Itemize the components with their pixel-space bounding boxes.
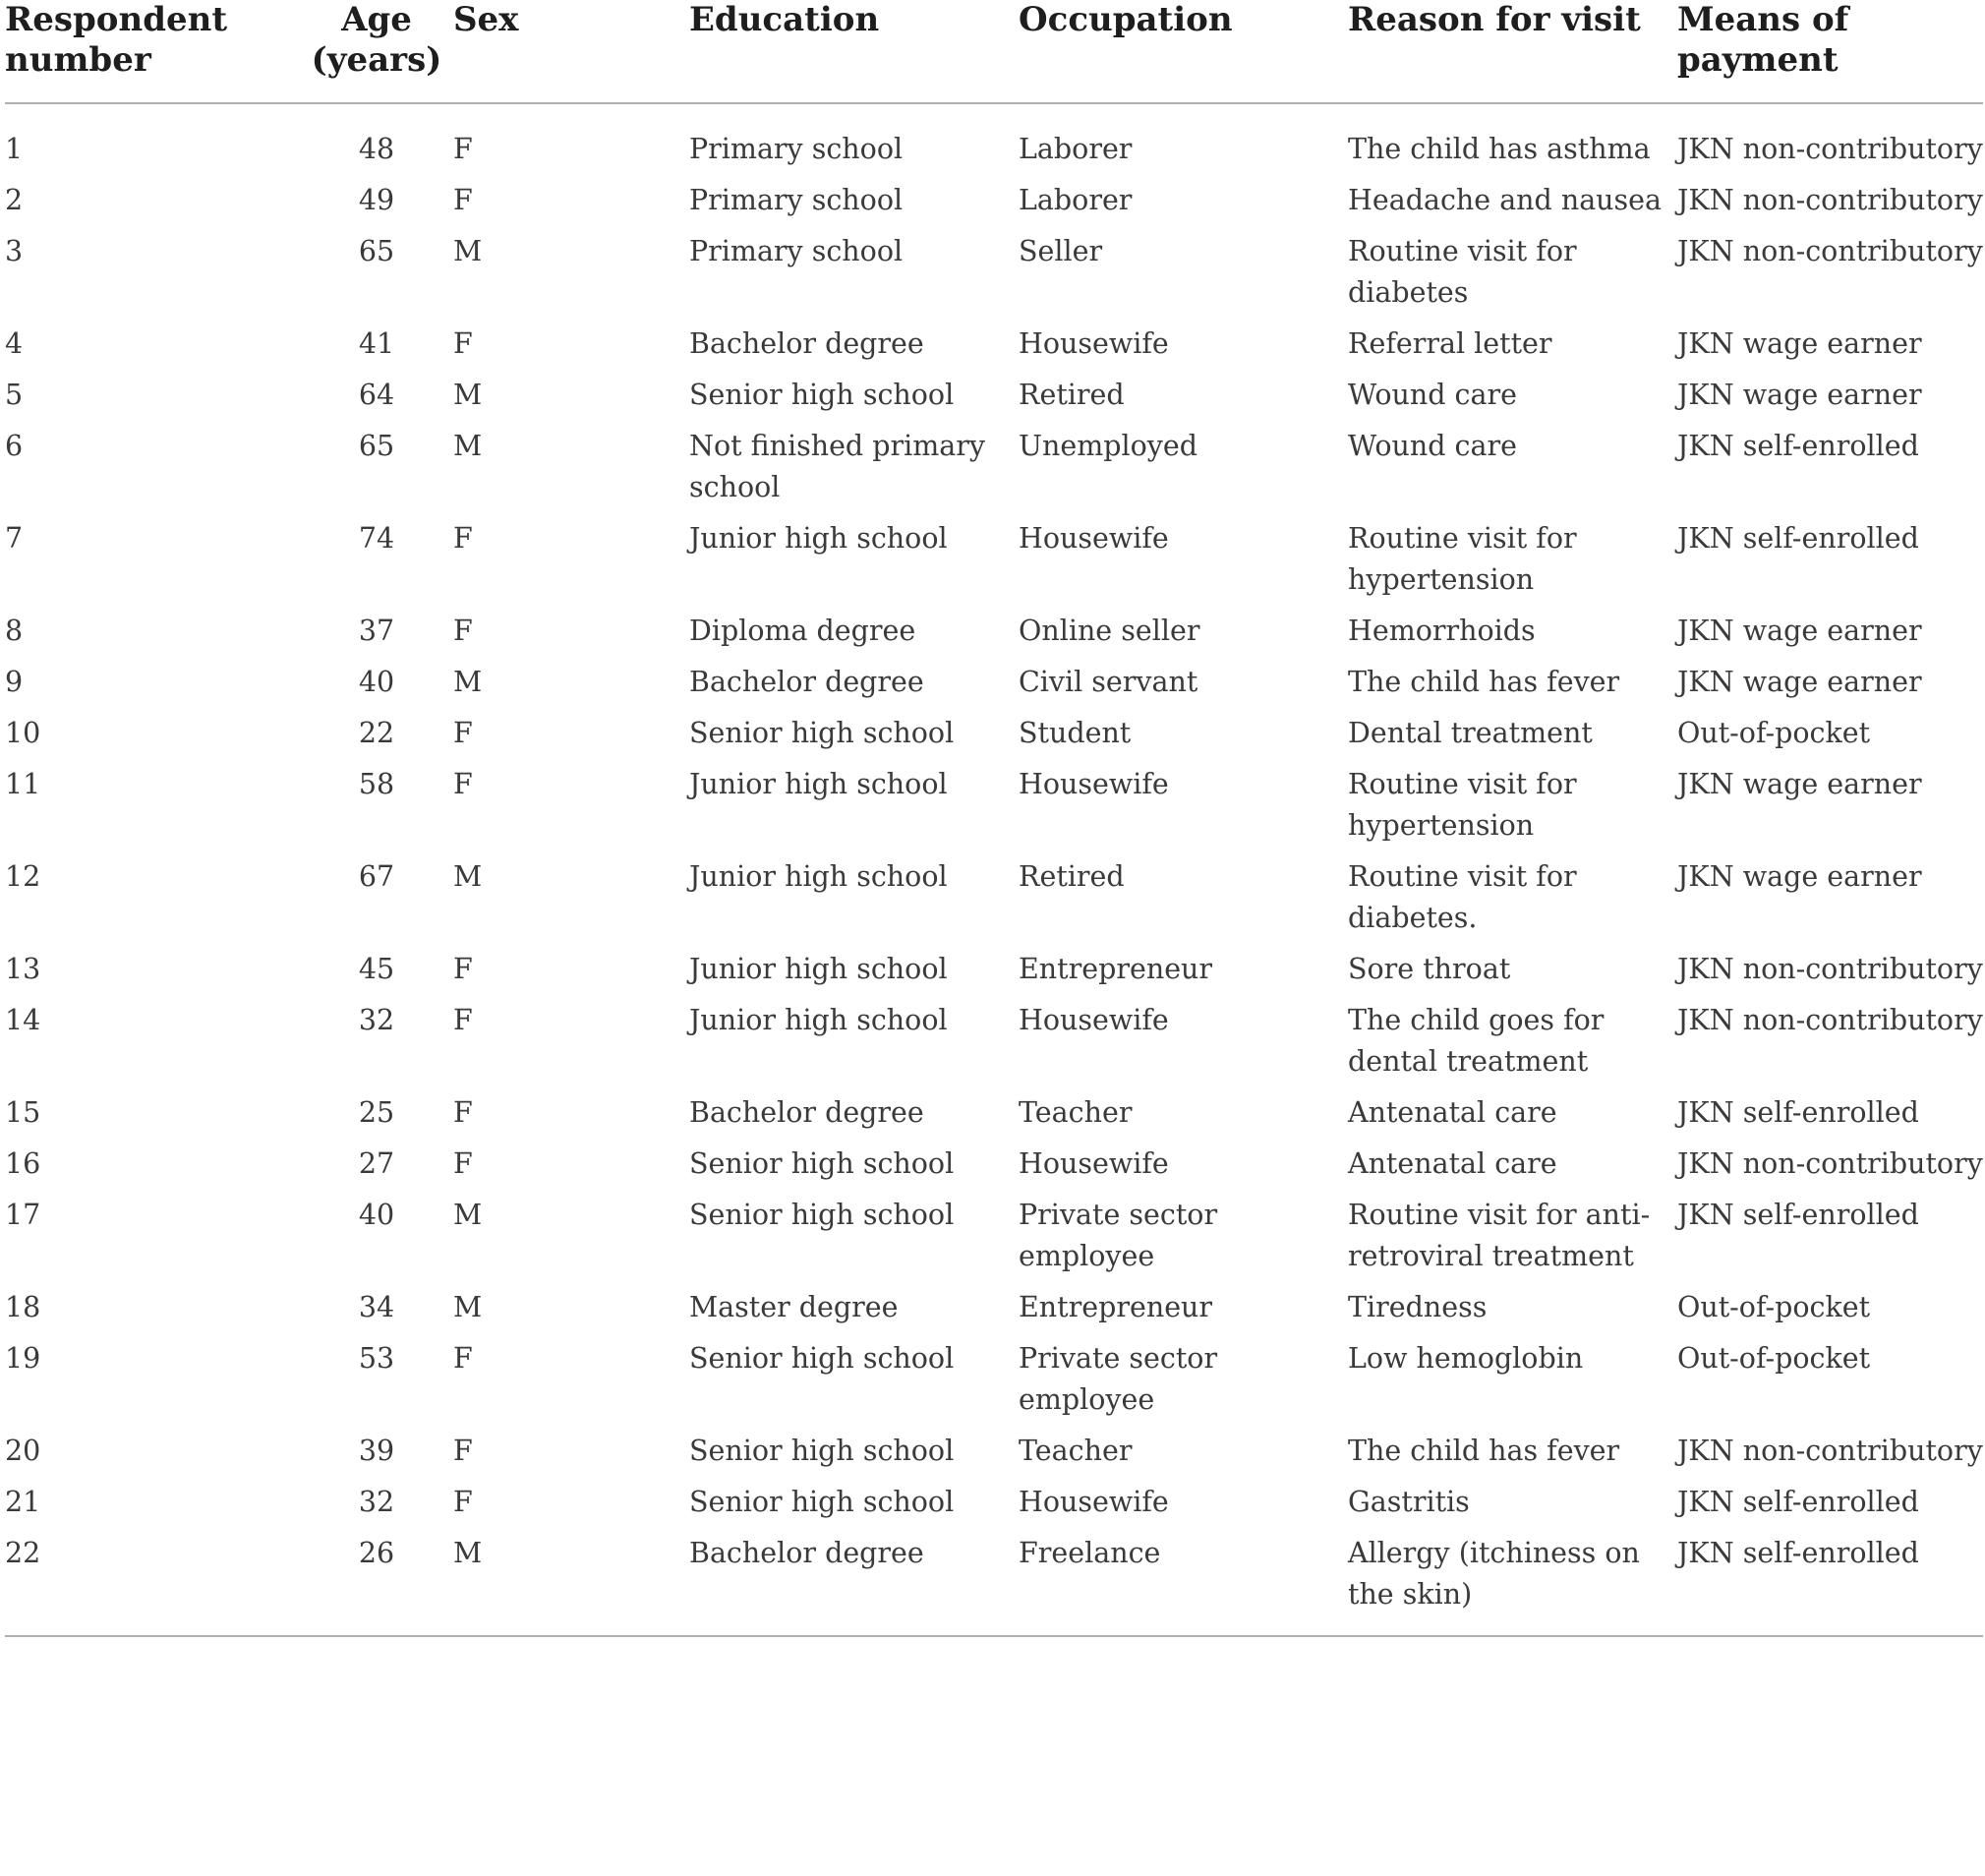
column-header-occupation: Occupation [1019, 0, 1348, 103]
table-row [5, 426, 1983, 518]
cell-means-of-payment: Out-of-pocket [1677, 717, 1871, 749]
cell-occupation: Entrepreneur [1019, 1291, 1213, 1323]
cell-age: 39 [358, 1435, 395, 1467]
cell-sex: F [453, 615, 473, 647]
cell-means-of-payment: Out-of-pocket [1677, 1291, 1871, 1323]
cell-respondent-number: 10 [5, 717, 41, 749]
cell-respondent-number: 13 [5, 953, 41, 985]
cell-reason-for-visit: Sore throat [1348, 953, 1511, 985]
cell-reason-for-visit: Referral letter [1348, 327, 1552, 360]
table-row [5, 375, 1983, 426]
cell-respondent-number: 17 [5, 1199, 41, 1231]
table-row [5, 231, 1983, 323]
cell-reason-for-visit: Routine visit for diabetes [1348, 235, 1577, 309]
cell-reason-for-visit: Hemorrhoids [1348, 615, 1536, 647]
cell-age: 34 [358, 1291, 395, 1323]
respondent-table-container [5, 0, 1983, 1637]
cell-occupation: Retired [1019, 379, 1125, 411]
cell-education: Senior high school [689, 1342, 955, 1375]
cell-sex: F [453, 184, 473, 216]
table-row [5, 1338, 1983, 1431]
cell-respondent-number: 7 [5, 522, 24, 555]
cell-age: 26 [300, 1533, 453, 1636]
cell-reason-for-visit: Headache and nausea [1348, 184, 1663, 216]
cell-reason-for-visit: Allergy (itchiness on the skin) [1348, 1533, 1677, 1636]
cell-occupation: Entrepreneur [1019, 953, 1213, 985]
cell-occupation: Housewife [1019, 1004, 1169, 1036]
cell-occupation: Housewife [1019, 768, 1169, 800]
table-row [5, 518, 1983, 611]
column-header-sex: Sex [453, 0, 689, 103]
cell-education: Junior high school [689, 768, 948, 800]
cell-sex: F [453, 953, 473, 985]
cell-reason-for-visit: The child goes for dental treatment [1348, 1004, 1605, 1078]
cell-education: Bachelor degree [689, 327, 924, 360]
cell-means-of-payment: JKN non-contributory [1677, 184, 1983, 216]
cell-sex: M [453, 430, 483, 462]
cell-respondent-number: 14 [5, 1004, 41, 1036]
table-row [5, 856, 1983, 949]
cell-sex: F [453, 327, 473, 360]
cell-age: 22 [358, 717, 395, 749]
cell-reason-for-visit: The child has fever [1348, 666, 1620, 698]
cell-sex: F [453, 522, 473, 555]
cell-sex: F [453, 717, 473, 749]
cell-education: Junior high school [689, 522, 948, 555]
table-row [5, 1287, 1983, 1338]
cell-means-of-payment: JKN non-contributory [1677, 1147, 1983, 1180]
table-header [5, 0, 1983, 103]
cell-education: Primary school [689, 184, 904, 216]
cell-age: 40 [358, 1199, 395, 1231]
cell-reason-for-visit: Routine visit for hypertension [1348, 522, 1577, 596]
table-row [5, 713, 1983, 764]
cell-sex: F [453, 768, 473, 800]
table-row [5, 1195, 1983, 1287]
cell-means-of-payment: JKN wage earner [1677, 615, 1922, 647]
cell-means-of-payment: JKN wage earner [1677, 768, 1922, 800]
cell-respondent-number: 1 [5, 133, 24, 165]
cell-age: 65 [358, 235, 395, 267]
cell-education: Junior high school [689, 1004, 948, 1036]
cell-respondent-number: 18 [5, 1291, 41, 1323]
cell-age: 37 [358, 615, 395, 647]
cell-occupation: Unemployed [1019, 430, 1197, 462]
cell-reason-for-visit: Routine visit for anti-retroviral treatment [1348, 1199, 1651, 1272]
cell-education: Senior high school [689, 1199, 955, 1231]
cell-education: Master degree [689, 1291, 899, 1323]
column-header-means-of-payment: Means of payment [1677, 0, 1983, 103]
cell-occupation: Freelance [1019, 1533, 1348, 1636]
cell-reason-for-visit: Wound care [1348, 379, 1517, 411]
cell-sex: F [453, 1096, 473, 1129]
cell-respondent-number: 4 [5, 327, 24, 360]
cell-occupation: Retired [1019, 860, 1125, 893]
cell-respondent-number: 22 [5, 1533, 300, 1636]
cell-education: Junior high school [689, 953, 948, 985]
cell-sex: M [453, 666, 483, 698]
cell-education: Junior high school [689, 860, 948, 893]
cell-reason-for-visit: Routine visit for diabetes. [1348, 860, 1577, 934]
cell-sex: M [453, 1533, 689, 1636]
cell-occupation: Housewife [1019, 327, 1169, 360]
cell-respondent-number: 11 [5, 768, 41, 800]
cell-reason-for-visit: Routine visit for hypertension [1348, 768, 1577, 842]
cell-age: 65 [358, 430, 395, 462]
cell-means-of-payment: JKN wage earner [1677, 666, 1922, 698]
cell-respondent-number: 6 [5, 430, 24, 462]
table-row [5, 949, 1983, 1000]
cell-occupation: Housewife [1019, 1486, 1169, 1518]
cell-education: Senior high school [689, 1435, 955, 1467]
cell-occupation: Private sector employee [1019, 1342, 1218, 1416]
cell-occupation: Private sector employee [1019, 1199, 1218, 1272]
cell-respondent-number: 3 [5, 235, 24, 267]
cell-means-of-payment: JKN self-enrolled [1677, 1096, 1919, 1129]
cell-education: Senior high school [689, 1486, 955, 1518]
cell-respondent-number: 21 [5, 1486, 41, 1518]
cell-occupation: Civil servant [1019, 666, 1198, 698]
column-header-respondent-number: Respondent number [5, 0, 300, 103]
cell-sex: F [453, 1435, 473, 1467]
cell-age: 32 [358, 1004, 395, 1036]
cell-reason-for-visit: Wound care [1348, 430, 1517, 462]
cell-means-of-payment: JKN self-enrolled [1677, 1533, 1983, 1636]
cell-means-of-payment: JKN non-contributory [1677, 1435, 1983, 1467]
header-row [5, 0, 1983, 103]
cell-respondent-number: 16 [5, 1147, 41, 1180]
cell-means-of-payment: Out-of-pocket [1677, 1342, 1871, 1375]
cell-education: Bachelor degree [689, 1096, 924, 1129]
cell-means-of-payment: JKN self-enrolled [1677, 430, 1919, 462]
cell-reason-for-visit: Antenatal care [1348, 1096, 1557, 1129]
cell-occupation: Teacher [1019, 1435, 1133, 1467]
cell-respondent-number: 5 [5, 379, 24, 411]
cell-occupation: Housewife [1019, 522, 1169, 555]
table-row [5, 1482, 1983, 1533]
cell-sex: F [453, 1147, 473, 1180]
cell-reason-for-visit: The child has fever [1348, 1435, 1620, 1467]
cell-sex: M [453, 235, 483, 267]
table-row [5, 1143, 1983, 1195]
cell-means-of-payment: JKN self-enrolled [1677, 1199, 1919, 1231]
cell-means-of-payment: JKN wage earner [1677, 860, 1922, 893]
cell-occupation: Teacher [1019, 1096, 1133, 1129]
cell-sex: F [453, 133, 473, 165]
cell-age: 58 [358, 768, 395, 800]
cell-means-of-payment: JKN non-contributory [1677, 235, 1983, 267]
table-row [5, 662, 1983, 713]
cell-sex: M [453, 1199, 483, 1231]
table-row [5, 323, 1983, 375]
cell-education: Not finished primary school [689, 430, 985, 503]
cell-respondent-number: 2 [5, 184, 24, 216]
table-row [5, 1000, 1983, 1092]
cell-sex: F [453, 1004, 473, 1036]
cell-sex: M [453, 379, 483, 411]
cell-reason-for-visit: Dental treatment [1348, 717, 1593, 749]
cell-means-of-payment: JKN non-contributory [1677, 133, 1983, 165]
cell-reason-for-visit: The child has asthma [1348, 133, 1651, 165]
cell-age: 64 [358, 379, 395, 411]
cell-education: Senior high school [689, 379, 955, 411]
cell-age: 74 [358, 522, 395, 555]
cell-age: 67 [358, 860, 395, 893]
table-row [5, 1533, 1983, 1636]
cell-age: 49 [358, 184, 395, 216]
table-row [5, 103, 1983, 180]
cell-occupation: Laborer [1019, 133, 1133, 165]
cell-means-of-payment: JKN self-enrolled [1677, 1486, 1919, 1518]
cell-respondent-number: 19 [5, 1342, 41, 1375]
cell-means-of-payment: JKN wage earner [1677, 327, 1922, 360]
cell-age: 27 [358, 1147, 395, 1180]
cell-means-of-payment: JKN non-contributory [1677, 953, 1983, 985]
cell-education: Senior high school [689, 717, 955, 749]
cell-reason-for-visit: Tiredness [1348, 1291, 1488, 1323]
table-body [5, 103, 1983, 1636]
cell-age: 48 [358, 133, 395, 165]
cell-occupation: Seller [1019, 235, 1103, 267]
cell-education: Primary school [689, 235, 904, 267]
cell-respondent-number: 12 [5, 860, 41, 893]
cell-means-of-payment: JKN non-contributory [1677, 1004, 1983, 1036]
cell-means-of-payment: JKN wage earner [1677, 379, 1922, 411]
cell-education: Bachelor degree [689, 666, 924, 698]
cell-respondent-number: 20 [5, 1435, 41, 1467]
cell-age: 41 [358, 327, 395, 360]
cell-reason-for-visit: Gastritis [1348, 1486, 1470, 1518]
cell-reason-for-visit: Antenatal care [1348, 1147, 1557, 1180]
table-row [5, 1431, 1983, 1482]
column-header-age: Age (years) [300, 0, 453, 103]
cell-occupation: Housewife [1019, 1147, 1169, 1180]
cell-occupation: Laborer [1019, 184, 1133, 216]
table-row [5, 180, 1983, 231]
cell-means-of-payment: JKN self-enrolled [1677, 522, 1919, 555]
table-row [5, 764, 1983, 856]
cell-respondent-number: 9 [5, 666, 24, 698]
cell-sex: M [453, 1291, 483, 1323]
table-row [5, 611, 1983, 662]
column-header-reason-for-visit: Reason for visit [1348, 0, 1677, 103]
cell-education: Diploma degree [689, 615, 916, 647]
cell-education: Primary school [689, 133, 904, 165]
cell-age: 53 [358, 1342, 395, 1375]
cell-sex: M [453, 860, 483, 893]
table-row [5, 1092, 1983, 1143]
cell-respondent-number: 15 [5, 1096, 41, 1129]
cell-age: 32 [358, 1486, 395, 1518]
cell-occupation: Online seller [1019, 615, 1200, 647]
cell-education: Senior high school [689, 1147, 955, 1180]
cell-reason-for-visit: Low hemoglobin [1348, 1342, 1584, 1375]
column-header-education: Education [689, 0, 1019, 103]
cell-age: 40 [358, 666, 395, 698]
cell-occupation: Student [1019, 717, 1132, 749]
cell-age: 45 [358, 953, 395, 985]
cell-age: 25 [358, 1096, 395, 1129]
cell-respondent-number: 8 [5, 615, 24, 647]
respondent-characteristics-table [5, 0, 1983, 1637]
cell-sex: F [453, 1342, 473, 1375]
cell-education: Bachelor degree [689, 1533, 1019, 1636]
cell-sex: F [453, 1486, 473, 1518]
